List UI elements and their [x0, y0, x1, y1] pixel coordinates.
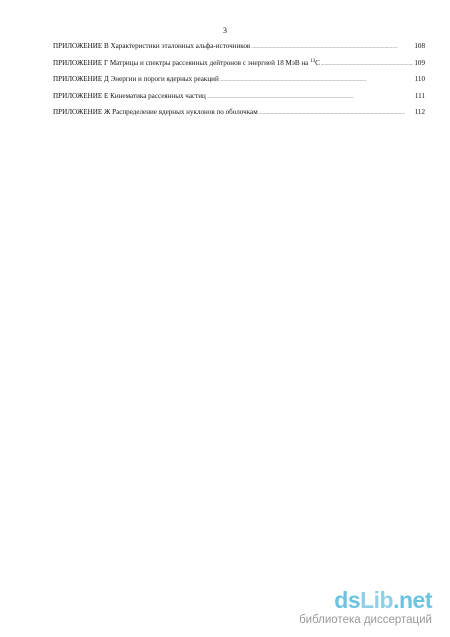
toc-entry-page: 111: [414, 91, 425, 100]
isotope-symbol: C: [315, 58, 320, 67]
toc-entry-page: 109: [414, 58, 425, 67]
toc-entry-page: 110: [414, 75, 425, 83]
page-number: 3: [223, 26, 227, 35]
toc-entry-appendix-d[interactable]: [53, 75, 425, 92]
toc-dot-leader: [259, 108, 414, 116]
toc-entry-title-text: ПРИЛОЖЕНИЕ Г Матрицы и спектры рассеянных дейтронов с энергией 18 МэВ на: [53, 58, 311, 67]
watermark-tagline: библиотека диссертаций: [299, 614, 432, 626]
isotope-mass-number: 13: [310, 58, 316, 64]
toc-entry-title: ПРИЛОЖЕНИЕ Е Кинематика рассеянных частиц: [53, 91, 206, 100]
toc-entry-appendix-e[interactable]: [53, 92, 425, 109]
toc-entry-appendix-zh[interactable]: [53, 108, 425, 125]
toc-entry-page: 108: [414, 42, 425, 50]
table-of-contents: [53, 42, 425, 125]
dslib-logo: dsLib.net: [334, 587, 432, 613]
toc-entry-title: ПРИЛОЖЕНИЕ Ж Распределение ядерных нуклонов по оболочкам: [53, 108, 258, 116]
toc-dot-leader: [207, 92, 414, 100]
toc-entry-title: ПРИЛОЖЕНИЕ Д Энергии и пороги ядерных реакций: [53, 75, 219, 83]
dslib-watermark: [268, 587, 438, 631]
toc-dot-leader: [251, 42, 413, 50]
toc-entry-appendix-g[interactable]: [53, 59, 425, 76]
toc-entry-appendix-v[interactable]: [53, 42, 425, 59]
toc-entry-title: [53, 59, 320, 67]
toc-entry-title: ПРИЛОЖЕНИЕ В Характеристики эталонных альфа-источников: [53, 42, 251, 50]
toc-entry-page: 112: [414, 108, 425, 116]
toc-dot-leader: [321, 59, 414, 67]
toc-dot-leader: [220, 75, 414, 83]
